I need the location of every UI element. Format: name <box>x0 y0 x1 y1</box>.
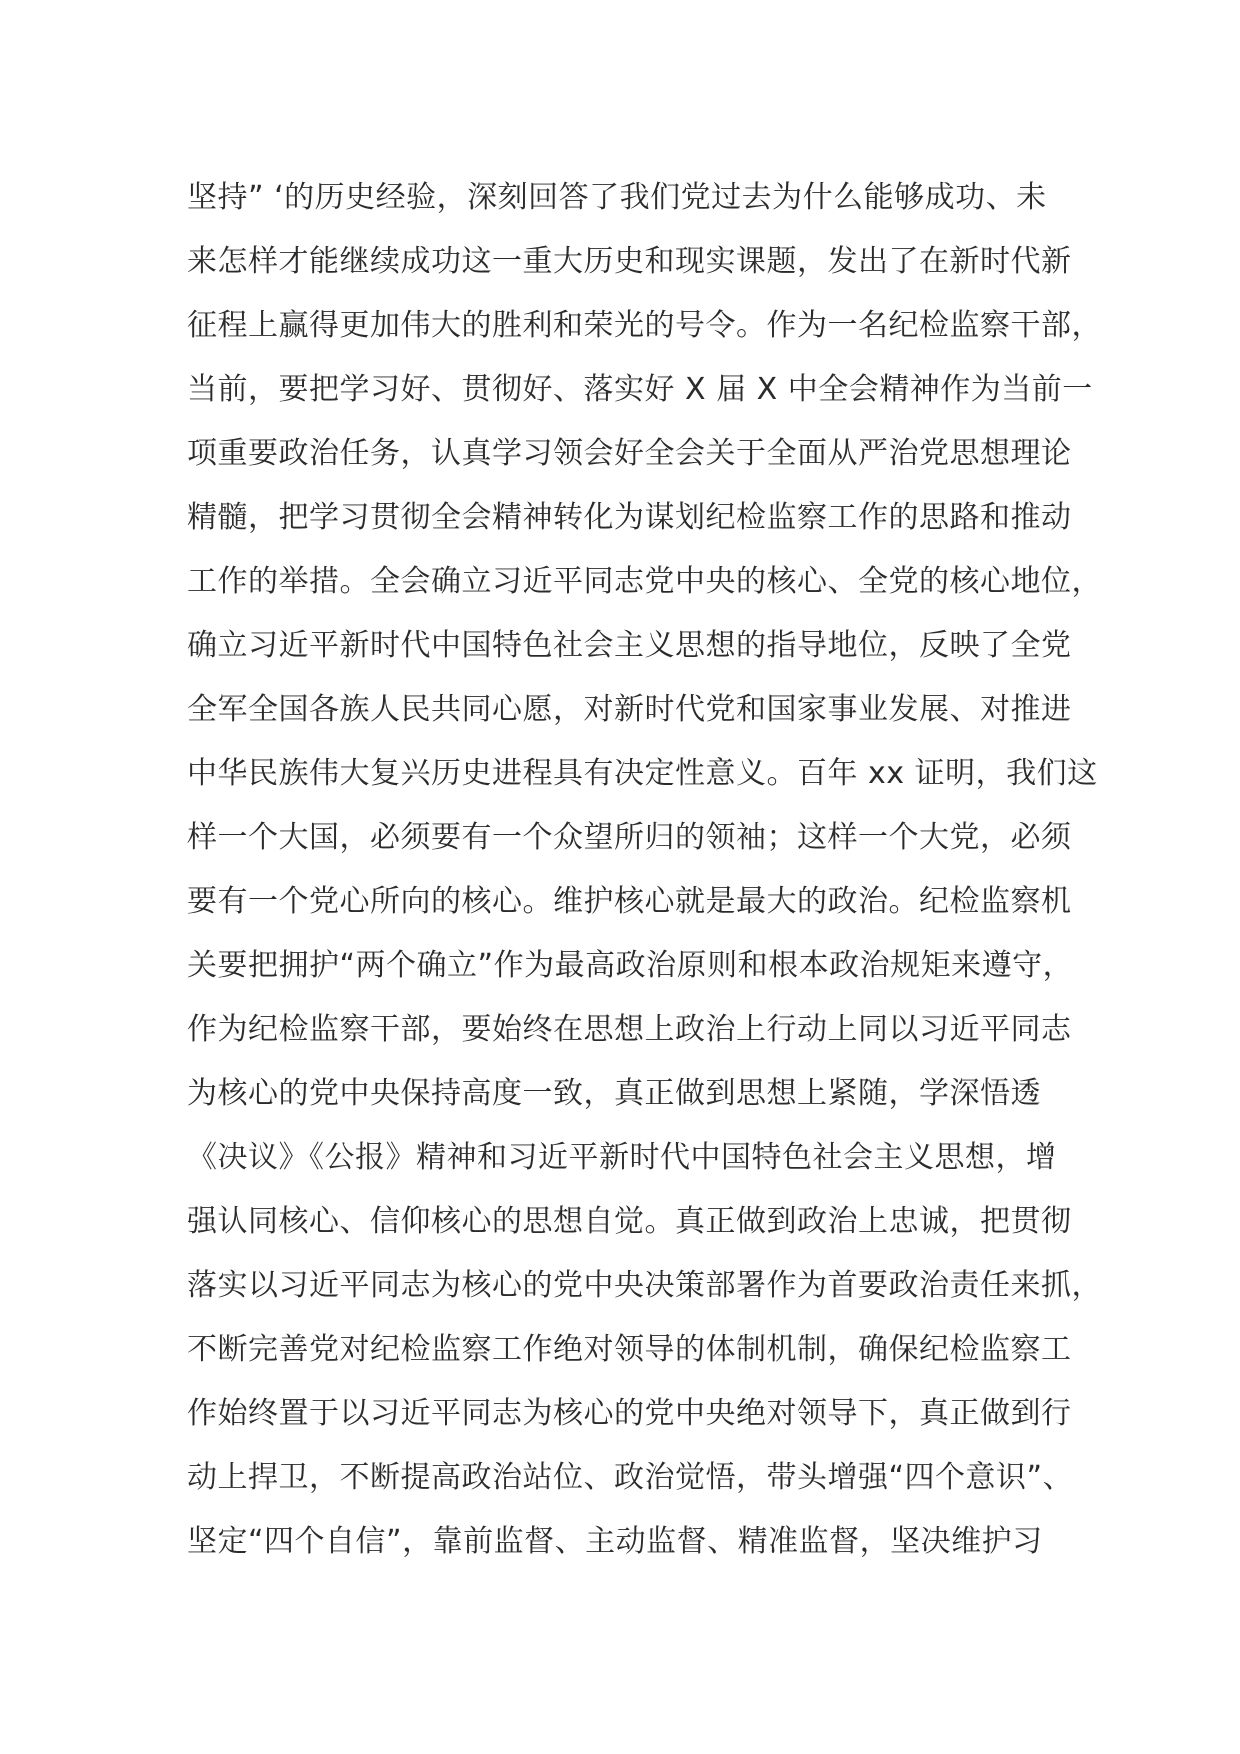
text-line: 要有一个党心所向的核心。维护核心就是最大的政治。纪检监察机 <box>187 884 1072 919</box>
text-line: 为核心的党中央保持高度一致，真正做到思想上紧随，学深悟透 <box>187 1076 1041 1111</box>
text-line: 强认同核心、信仰核心的思想自觉。真正做到政治上忠诚，把贯彻 <box>187 1204 1072 1239</box>
text-line: 坚定“四个自信”，靠前监督、主动监督、精准监督，坚决维护习 <box>187 1524 1043 1559</box>
text-line: 作始终置于以习近平同志为核心的党中央绝对领导下，真正做到行 <box>187 1396 1072 1431</box>
text-line: 全军全国各族人民共同心愿，对新时代党和国家事业发展、对推进 <box>187 692 1072 727</box>
text-line: 关要把拥护“两个确立”作为最高政治原则和根本政治规矩来遵守， <box>187 948 1074 983</box>
text-line: 坚持” ‘的历史经验，深刻回答了我们党过去为什么能够成功、未 <box>187 180 1047 215</box>
text-line: 征程上赢得更加伟大的胜利和荣光的号令。作为一名纪检监察干部， <box>187 308 1102 343</box>
text-line: 落实以习近平同志为核心的党中央决策部署作为首要政治责任来抓， <box>187 1268 1102 1303</box>
text-line: 工作的举措。全会确立习近平同志党中央的核心、全党的核心地位， <box>187 564 1102 599</box>
text-line: 样一个大国，必须要有一个众望所归的领袖；这样一个大党，必须 <box>187 820 1072 855</box>
text-line: 《决议》《公报》精神和习近平新时代中国特色社会主义思想，增 <box>187 1140 1057 1175</box>
text-line: 中华民族伟大复兴历史进程具有决定性意义。百年 xx 证明，我们这 <box>187 756 1098 791</box>
text-line: 当前，要把学习好、贯彻好、落实好 X 届 X 中全会精神作为当前一 <box>187 372 1093 407</box>
text-line: 动上捍卫，不断提高政治站位、政治觉悟，带头增强“四个意识”、 <box>187 1460 1074 1495</box>
text-line: 精髓，把学习贯彻全会精神转化为谋划纪检监察工作的思路和推动 <box>187 500 1072 535</box>
text-line: 来怎样才能继续成功这一重大历史和现实课题，发出了在新时代新 <box>187 244 1072 279</box>
text-line: 项重要政治任务，认真学习领会好全会关于全面从严治党思想理论 <box>187 436 1072 471</box>
text-line: 确立习近平新时代中国特色社会主义思想的指导地位，反映了全党 <box>187 628 1072 663</box>
text-line: 不断完善党对纪检监察工作绝对领导的体制机制，确保纪检监察工 <box>187 1332 1072 1367</box>
text-line: 作为纪检监察干部，要始终在思想上政治上行动上同以习近平同志 <box>187 1012 1072 1047</box>
body-text <box>187 166 1102 1574</box>
